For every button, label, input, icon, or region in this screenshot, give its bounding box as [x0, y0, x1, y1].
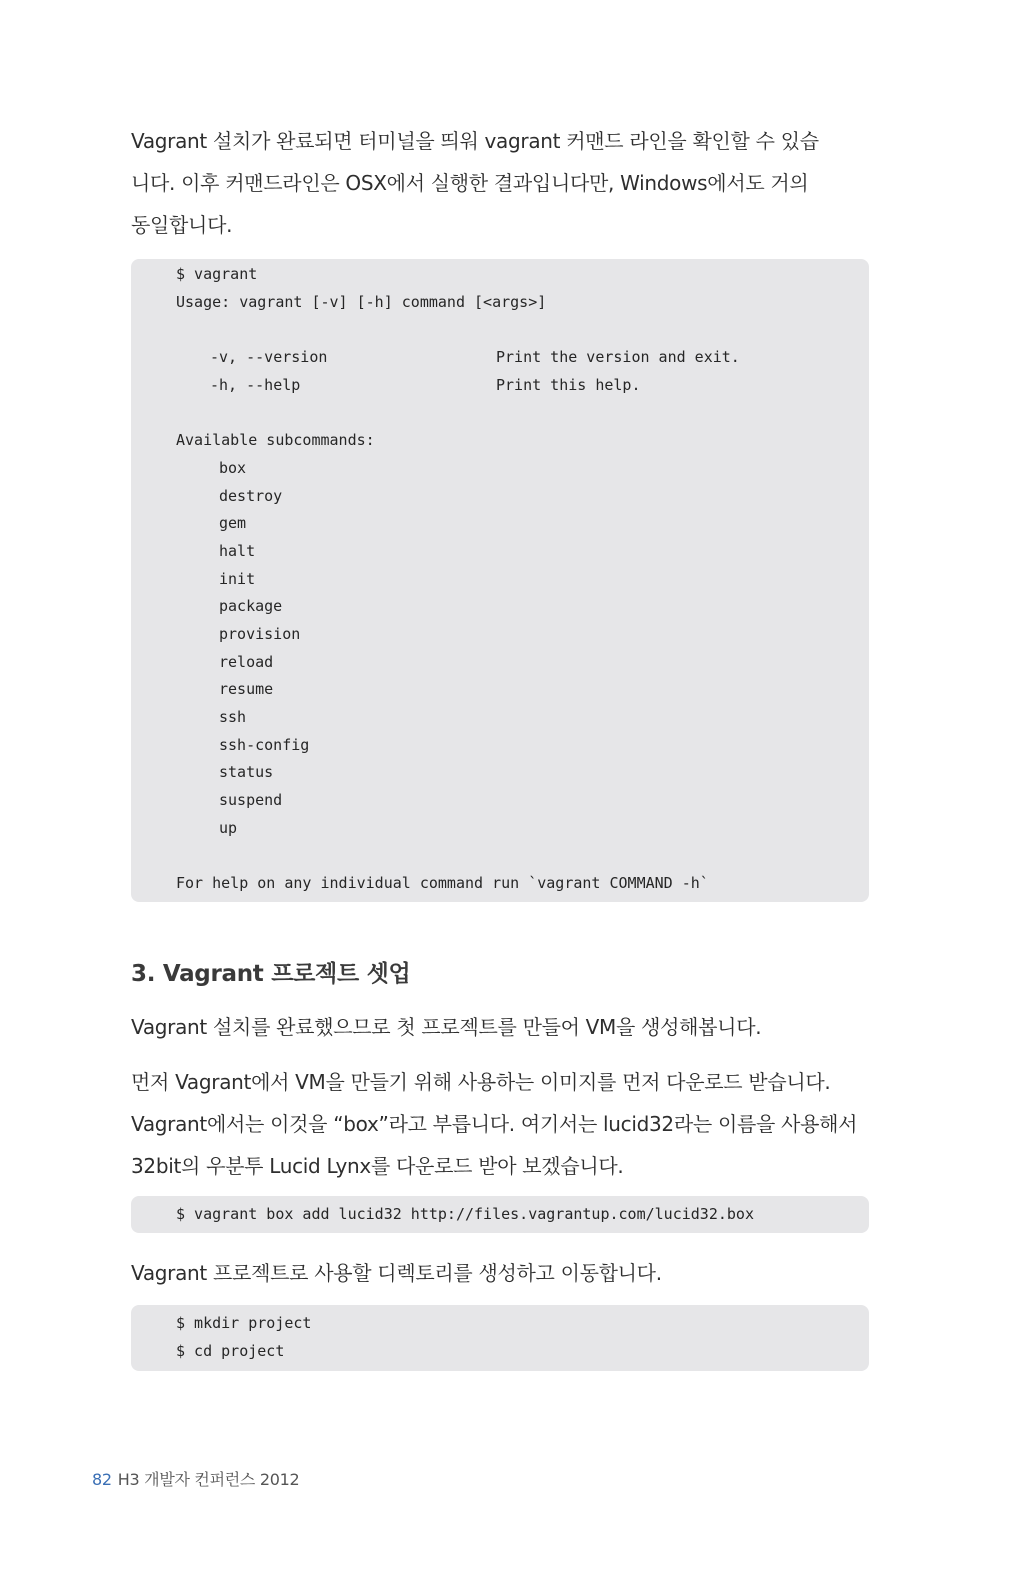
option-flag: -h, --help	[210, 375, 301, 394]
subcommand: suspend	[219, 791, 283, 810]
intro-line: 동일합니다.	[131, 213, 233, 237]
section-heading: 3. Vagrant 프로젝트 셋업	[131, 961, 411, 987]
paragraph-line: Vagrant 프로젝트로 사용할 디렉토리를 생성하고 이동합니다.	[131, 1261, 662, 1285]
vagrant-help-code-block	[131, 259, 869, 902]
setup-paragraph-1	[131, 1006, 871, 1048]
code-line: $ cd project	[176, 1341, 285, 1360]
code-line: $ vagrant box add lucid32 http://files.vagrantup.com/lucid32.box	[176, 1205, 754, 1223]
intro-paragraph	[131, 120, 871, 246]
option-row	[176, 372, 869, 400]
subcommand: resume	[219, 680, 274, 699]
option-row	[176, 344, 869, 372]
intro-line: Vagrant 설치가 완료되면 터미널을 띄워 vagrant 커맨드 라인을 확인할 수 있습	[131, 129, 819, 153]
box-add-code-block	[131, 1196, 869, 1233]
paragraph-line: 32bit의 우분투 Lucid Lynx를 다운로드 받아 보겠습니다.	[131, 1154, 624, 1178]
option-desc: Print this help.	[496, 375, 641, 394]
page-footer	[92, 1467, 299, 1490]
subcommands-title: Available subcommands:	[176, 431, 375, 450]
subcommand: ssh	[219, 708, 247, 726]
page-number: 82	[92, 1470, 112, 1489]
setup-paragraph-2	[131, 1061, 871, 1187]
paragraph-line: Vagrant에서는 이것을 “box”라고 부릅니다. 여기서는 lucid32라는 이름을 사용해서	[131, 1112, 858, 1136]
option-flag: -v, --version	[210, 348, 328, 367]
setup-paragraph-3	[131, 1252, 871, 1294]
subcommand: gem	[219, 514, 247, 533]
subcommand: box	[219, 458, 247, 477]
code-line: $ vagrant	[176, 265, 258, 283]
subcommand: reload	[219, 652, 274, 671]
subcommand: halt	[219, 541, 256, 560]
subcommand: provision	[219, 624, 301, 643]
option-desc: Print the version and exit.	[496, 348, 740, 367]
paragraph-line: 먼저 Vagrant에서 VM을 만들기 위해 사용하는 이미지를 먼저 다운로드 받습니다.	[131, 1070, 831, 1094]
intro-line: 니다. 이후 커맨드라인은 OSX에서 실행한 결과입니다만, Windows에서도 거의	[131, 171, 809, 195]
mkdir-code-block	[131, 1305, 869, 1371]
code-line: Usage: vagrant [-v] [-h] command [<args>]	[176, 292, 547, 311]
subcommand: up	[219, 818, 238, 837]
subcommand: init	[219, 569, 256, 588]
book-title: H3 개발자 컨퍼런스 2012	[117, 1470, 300, 1489]
paragraph-line: Vagrant 설치를 완료했으므로 첫 프로젝트를 만들어 VM을 생성해봅니다.	[131, 1015, 762, 1039]
subcommand: ssh-config	[219, 735, 310, 754]
subcommand: package	[219, 597, 283, 616]
code-line: $ mkdir project	[176, 1314, 312, 1332]
subcommand: status	[219, 763, 274, 782]
code-footer-line: For help on any individual command run `vagrant COMMAND -h`	[176, 874, 709, 893]
subcommand: destroy	[219, 486, 283, 505]
